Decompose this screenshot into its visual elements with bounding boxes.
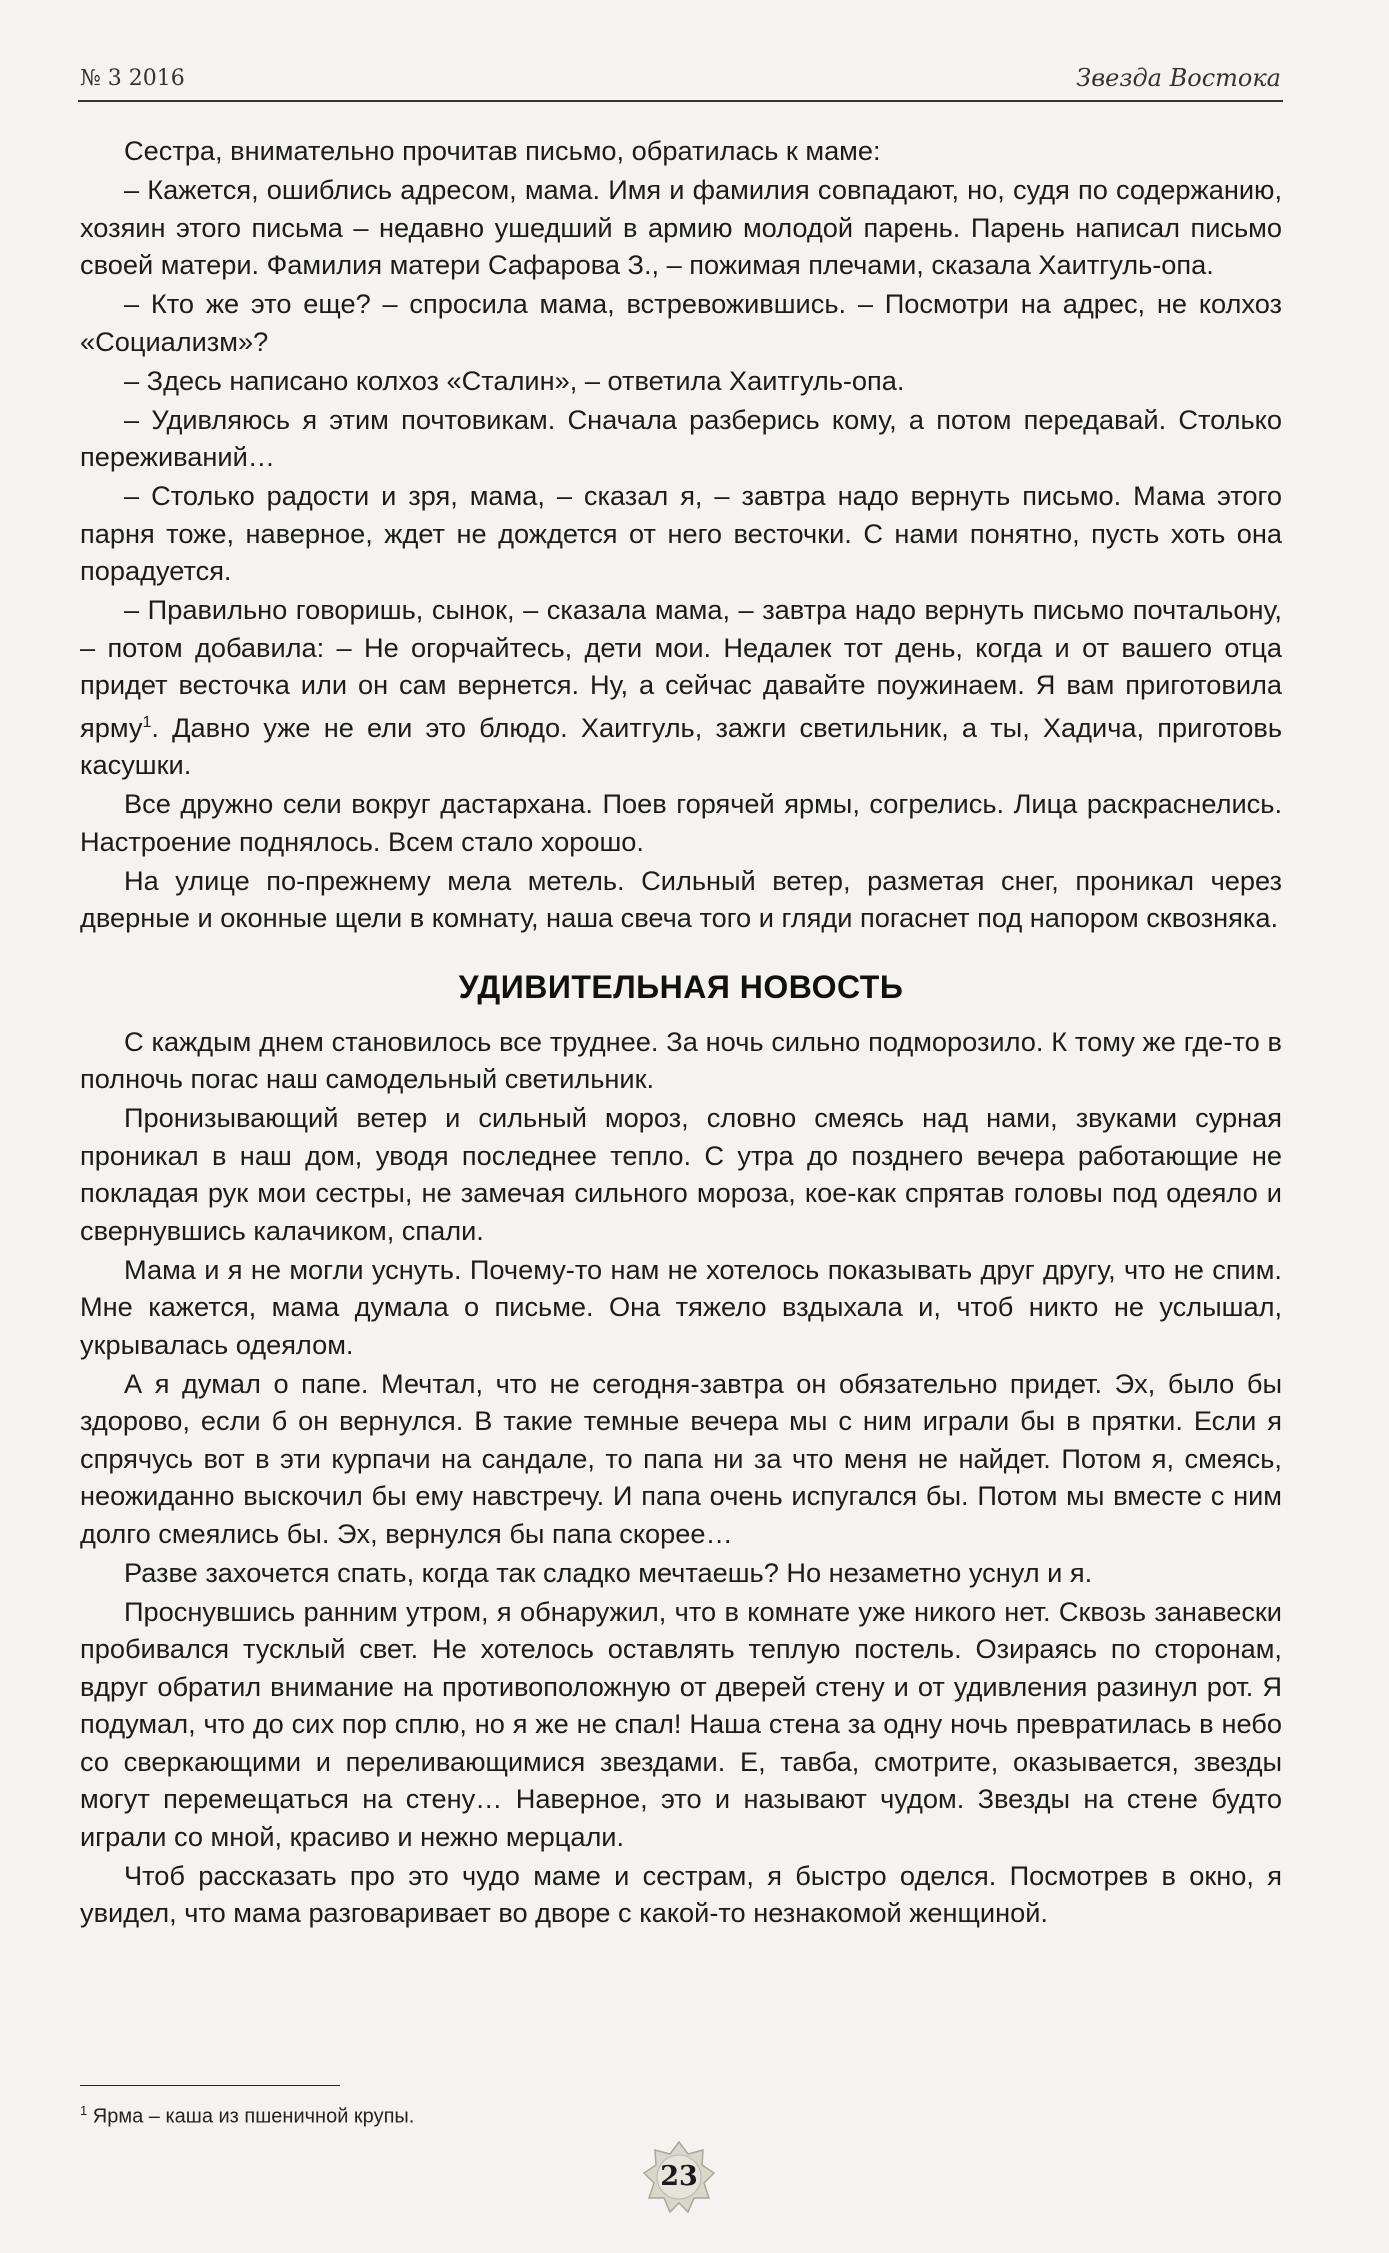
footnote-mark: 1 <box>80 2103 88 2118</box>
footnote-reference: 1 <box>142 713 152 731</box>
paragraph: Разве захочется спать, когда так сладко мечтаешь? Но незаметно уснул и я. <box>124 1556 1093 1588</box>
magazine-title: Звезда Востока <box>1076 64 1281 92</box>
page-number: 23 <box>660 2161 698 2192</box>
paragraph: Пронизывающий ветер и сильный мороз, словно смеясь над нами, звуками сурная проникал в наш дом, уводя последнее тепло. С утра до позднего вечера работающие не покладая рук мои сестры, не замечая сильного мороза, кое-как спрятав головы под одеяло и свернувшись калачиком, спали. <box>80 1102 1282 1246</box>
paragraph: – Столько радости и зря, мама, – сказал я, – завтра надо вернуть письмо. Мама этого парня тоже, наверное, ждет не дождется от него весточки. С нами понятно, пусть хоть она порадуется. <box>80 480 1282 586</box>
paragraph: – Здесь написано колхоз «Сталин», – ответила Хаитгуль-опа. <box>124 364 905 396</box>
paragraph: Сестра, внимательно прочитав письмо, обратилась к маме: <box>124 135 881 166</box>
paragraph: А я думал о папе. Мечтал, что не сегодня-завтра он обязательно придет. Эх, было бы здорово, если б он вернулся. В такие темные вечера мы с ним играли бы в прятки. Если я спрячусь вот в эти курпачи на сандале, то папа ни за что меня не найдет. Потом я, смеясь, неожиданно выскочил бы ему навстречу. И папа очень испугался бы. Потом мы вместе с ним долго смеялись бы. Эх, вернулся бы папа скорее… <box>80 1367 1282 1549</box>
paragraph-text: – Правильно говоришь, сынок, – сказала мама, – завтра надо вернуть письмо почтальону, – потом добавила: – Не огорчайтесь, дети мои. Недалек тот день, когда и от вашего отца придет весточка или он сам вернется. Ну, а сейчас давайте поужинаем. Я вам приготовила ярму <box>80 594 1282 743</box>
paragraph: Чтоб рассказать про это чудо маме и сестрам, я быстро оделся. Посмотрев в окно, я увидел, что мама разговаривает во дворе с какой-то незнакомой женщиной. <box>80 1859 1282 1929</box>
running-header <box>78 62 1283 102</box>
issue-number: № 3 2016 <box>80 66 185 91</box>
paragraph: Мама и я не могли уснуть. Почему-то нам не хотелось показывать друг другу, что не спим. Мне кажется, мама думала о письме. Она тяжело вздыхала и, чтоб никто не услышал, укрывалась одеялом. <box>80 1253 1282 1360</box>
section-heading: УДИВИТЕЛЬНАЯ НОВОСТЬ <box>458 968 904 1005</box>
paragraph: – Кто же это еще? – спросила мама, встревожившись. – Посмотри на адрес, не колхоз «Социализм»? <box>80 288 1282 357</box>
article-body <box>80 132 1282 1933</box>
footnote-text: Ярма – каша из пшеничной крупы. <box>87 2105 415 2128</box>
paragraph: – Кажется, ошиблись адресом, мама. Имя и фамилия совпадают, но, судя по содержанию, хозяин этого письма – недавно ушедший в армию молодой парень. Парень написал письмо своей матери. Фамилия матери Сафарова З., – пожимая плечами, сказала Хаитгуль-опа. <box>80 174 1282 280</box>
footnote-divider <box>80 2085 340 2086</box>
footnote <box>80 2098 980 2130</box>
paragraph: С каждым днем становилось все труднее. За ночь сильно подморозило. К тому же где-то в полночь погас наш самодельный светильник. <box>80 1025 1282 1095</box>
paragraph: – Удивляюсь я этим почтовикам. Сначала разберись кому, а потом передавай. Столько переживаний… <box>80 403 1282 472</box>
paragraph <box>80 591 1282 784</box>
paragraph-text-continued: . Давно уже не ели это блюдо. Хаитгуль, зажги светильник, а ты, Хадича, приготовь касушки. <box>80 711 1282 781</box>
paragraph: Все дружно сели вокруг дастархана. Поев горячей ярмы, согрелись. Лица раскраснелись. Настроение поднялось. Всем стало хорошо. <box>80 788 1282 857</box>
paragraph: Проснувшись ранним утром, я обнаружил, что в комнате уже никого нет. Сквозь занавески пробивался тусклый свет. Не хотелось оставлять теплую постель. Озираясь по сторонам, вдруг обратил внимание на противоположную от дверей стену и от удивления разинул рот. Я подумал, что до сих пор сплю, но я же не спал! Наша стена за одну ночь превратилась в небо со сверкающими и переливающимися звездами. Е, тавба, смотрите, оказывается, звезды могут перемещаться на стену… Наверное, это и называют чудом. Звезды на стене будто играли со мной, красиво и нежно мерцали. <box>80 1595 1282 1852</box>
paragraph: На улице по-прежнему мела метель. Сильный ветер, разметая снег, проникал через дверные и оконные щели в комнату, наша свеча того и гляди погаснет под напором сквозняка. <box>80 864 1282 934</box>
